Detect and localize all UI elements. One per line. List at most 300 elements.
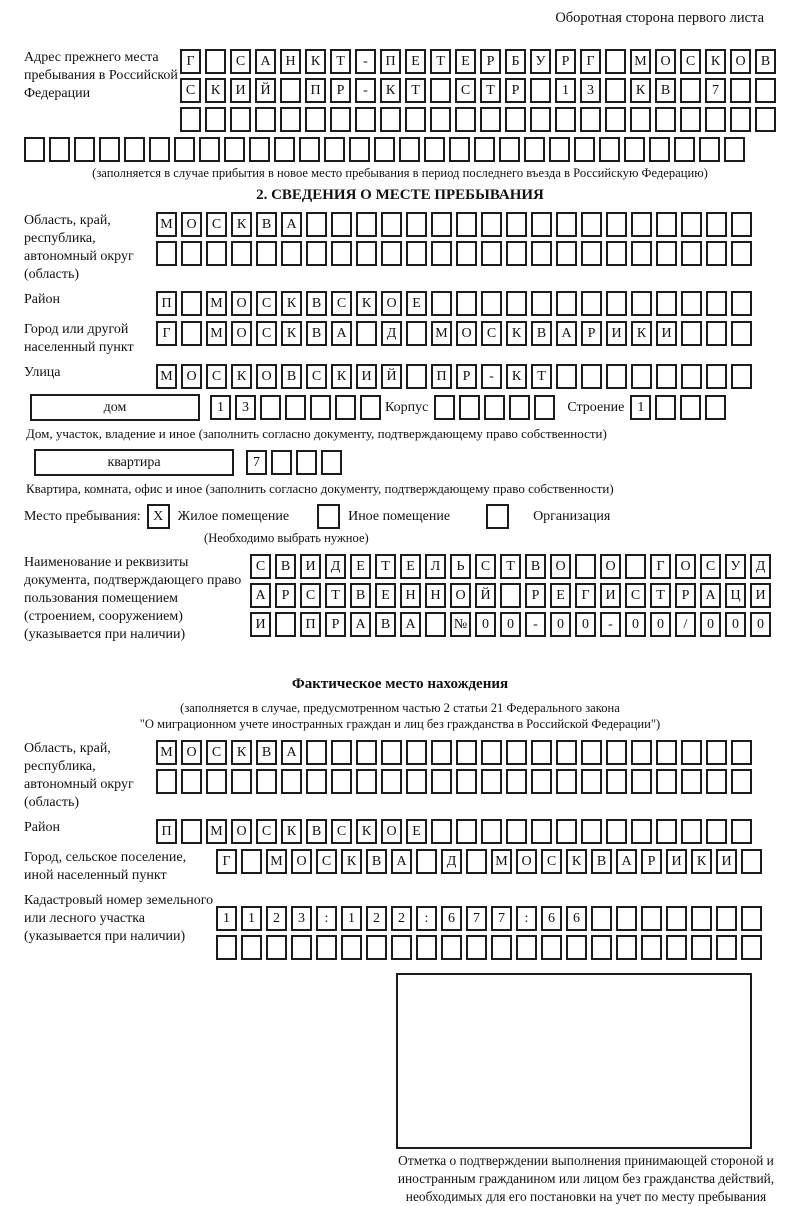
char-cell[interactable] xyxy=(631,291,652,316)
char-cell[interactable]: О xyxy=(381,291,402,316)
char-cell[interactable] xyxy=(281,769,302,794)
char-cell[interactable] xyxy=(706,291,727,316)
char-cell[interactable] xyxy=(506,769,527,794)
char-cell[interactable] xyxy=(581,740,602,765)
char-cell[interactable]: С xyxy=(206,212,227,237)
char-cell[interactable] xyxy=(381,740,402,765)
char-cell[interactable]: Ц xyxy=(725,583,746,608)
char-cell[interactable]: Е xyxy=(405,49,426,74)
char-cell[interactable] xyxy=(731,819,752,844)
char-cell[interactable]: С xyxy=(481,321,502,346)
char-cell[interactable]: 1 xyxy=(341,906,362,931)
char-cell[interactable] xyxy=(406,740,427,765)
char-cell[interactable]: П xyxy=(305,78,326,103)
char-cell[interactable]: М xyxy=(156,364,177,389)
char-cell[interactable] xyxy=(631,212,652,237)
char-cell[interactable] xyxy=(459,395,480,420)
char-cell[interactable] xyxy=(456,819,477,844)
char-cell[interactable] xyxy=(425,612,446,637)
char-cell[interactable]: В xyxy=(281,364,302,389)
char-cell[interactable]: Г xyxy=(156,321,177,346)
char-cell[interactable] xyxy=(666,935,687,960)
char-cell[interactable]: А xyxy=(255,49,276,74)
char-cell[interactable] xyxy=(456,212,477,237)
char-cell[interactable] xyxy=(656,819,677,844)
char-cell[interactable]: - xyxy=(481,364,502,389)
char-cell[interactable]: А xyxy=(391,849,412,874)
char-cell[interactable]: В xyxy=(531,321,552,346)
char-cell[interactable]: В xyxy=(366,849,387,874)
char-cell[interactable] xyxy=(416,935,437,960)
char-cell[interactable] xyxy=(331,241,352,266)
char-cell[interactable]: К xyxy=(305,49,326,74)
char-cell[interactable] xyxy=(616,906,637,931)
char-cell[interactable] xyxy=(731,740,752,765)
char-cell[interactable] xyxy=(581,291,602,316)
char-cell[interactable] xyxy=(691,935,712,960)
char-cell[interactable] xyxy=(691,906,712,931)
char-cell[interactable]: : xyxy=(416,906,437,931)
char-cell[interactable]: / xyxy=(675,612,696,637)
char-cell[interactable] xyxy=(706,819,727,844)
char-cell[interactable] xyxy=(731,291,752,316)
char-cell[interactable] xyxy=(399,137,420,162)
char-cell[interactable] xyxy=(181,769,202,794)
char-cell[interactable] xyxy=(531,819,552,844)
char-cell[interactable] xyxy=(380,107,401,132)
char-cell[interactable]: К xyxy=(566,849,587,874)
char-cell[interactable]: Г xyxy=(216,849,237,874)
char-cell[interactable]: 0 xyxy=(725,612,746,637)
char-cell[interactable]: К xyxy=(231,364,252,389)
char-cell[interactable]: Р xyxy=(330,78,351,103)
char-cell[interactable] xyxy=(741,849,762,874)
char-cell[interactable]: К xyxy=(380,78,401,103)
stay-type-checkbox-residential[interactable]: X xyxy=(147,504,170,529)
char-cell[interactable] xyxy=(506,740,527,765)
char-cell[interactable]: К xyxy=(331,364,352,389)
char-cell[interactable] xyxy=(549,137,570,162)
char-cell[interactable] xyxy=(405,107,426,132)
char-cell[interactable] xyxy=(531,241,552,266)
char-cell[interactable]: У xyxy=(725,554,746,579)
char-cell[interactable] xyxy=(306,740,327,765)
char-cell[interactable]: О xyxy=(655,49,676,74)
char-cell[interactable] xyxy=(656,291,677,316)
char-cell[interactable]: Е xyxy=(550,583,571,608)
char-cell[interactable] xyxy=(181,291,202,316)
char-cell[interactable] xyxy=(366,935,387,960)
char-cell[interactable] xyxy=(274,137,295,162)
char-cell[interactable]: П xyxy=(380,49,401,74)
char-cell[interactable] xyxy=(591,906,612,931)
char-cell[interactable]: 0 xyxy=(575,612,596,637)
char-cell[interactable] xyxy=(474,137,495,162)
char-cell[interactable] xyxy=(500,583,521,608)
char-cell[interactable] xyxy=(681,364,702,389)
char-cell[interactable] xyxy=(481,769,502,794)
char-cell[interactable]: И xyxy=(250,612,271,637)
char-cell[interactable] xyxy=(441,935,462,960)
char-cell[interactable]: С xyxy=(316,849,337,874)
char-cell[interactable] xyxy=(481,740,502,765)
char-cell[interactable]: Р xyxy=(525,583,546,608)
char-cell[interactable]: О xyxy=(381,819,402,844)
char-cell[interactable]: К xyxy=(231,212,252,237)
char-cell[interactable] xyxy=(655,395,676,420)
char-cell[interactable]: Е xyxy=(375,583,396,608)
char-cell[interactable] xyxy=(556,241,577,266)
char-cell[interactable] xyxy=(625,554,646,579)
char-cell[interactable] xyxy=(231,769,252,794)
char-cell[interactable] xyxy=(206,769,227,794)
char-cell[interactable]: К xyxy=(341,849,362,874)
char-cell[interactable] xyxy=(316,935,337,960)
char-cell[interactable] xyxy=(181,819,202,844)
char-cell[interactable] xyxy=(306,769,327,794)
char-cell[interactable]: Р xyxy=(456,364,477,389)
char-cell[interactable] xyxy=(291,935,312,960)
char-cell[interactable]: 3 xyxy=(580,78,601,103)
char-cell[interactable] xyxy=(224,137,245,162)
char-cell[interactable]: С xyxy=(455,78,476,103)
char-cell[interactable] xyxy=(731,364,752,389)
char-cell[interactable]: И xyxy=(656,321,677,346)
char-cell[interactable]: А xyxy=(700,583,721,608)
char-cell[interactable]: А xyxy=(616,849,637,874)
char-cell[interactable]: 7 xyxy=(466,906,487,931)
char-cell[interactable]: О xyxy=(256,364,277,389)
char-cell[interactable]: К xyxy=(205,78,226,103)
char-cell[interactable]: 2 xyxy=(266,906,287,931)
char-cell[interactable]: Е xyxy=(406,291,427,316)
char-cell[interactable] xyxy=(456,769,477,794)
char-cell[interactable] xyxy=(305,107,326,132)
char-cell[interactable]: Р xyxy=(675,583,696,608)
char-cell[interactable] xyxy=(706,212,727,237)
char-cell[interactable] xyxy=(356,241,377,266)
char-cell[interactable] xyxy=(624,137,645,162)
char-cell[interactable] xyxy=(349,137,370,162)
char-cell[interactable] xyxy=(216,935,237,960)
char-cell[interactable]: С xyxy=(256,291,277,316)
char-cell[interactable] xyxy=(606,769,627,794)
char-cell[interactable]: С xyxy=(700,554,721,579)
char-cell[interactable] xyxy=(741,906,762,931)
char-cell[interactable] xyxy=(156,241,177,266)
char-cell[interactable]: В xyxy=(256,212,277,237)
char-cell[interactable] xyxy=(681,212,702,237)
char-cell[interactable] xyxy=(431,769,452,794)
char-cell[interactable] xyxy=(406,241,427,266)
char-cell[interactable] xyxy=(430,78,451,103)
char-cell[interactable] xyxy=(430,107,451,132)
char-cell[interactable]: Е xyxy=(406,819,427,844)
char-cell[interactable]: О xyxy=(181,364,202,389)
char-cell[interactable]: И xyxy=(230,78,251,103)
char-cell[interactable]: С xyxy=(680,49,701,74)
char-cell[interactable]: П xyxy=(431,364,452,389)
char-cell[interactable]: 1 xyxy=(555,78,576,103)
char-cell[interactable] xyxy=(180,107,201,132)
char-cell[interactable]: А xyxy=(556,321,577,346)
char-cell[interactable] xyxy=(606,212,627,237)
char-cell[interactable]: О xyxy=(450,583,471,608)
char-cell[interactable]: Т xyxy=(531,364,552,389)
char-cell[interactable]: Т xyxy=(330,49,351,74)
char-cell[interactable]: - xyxy=(355,78,376,103)
char-cell[interactable] xyxy=(716,906,737,931)
char-cell[interactable] xyxy=(431,241,452,266)
char-cell[interactable] xyxy=(631,241,652,266)
char-cell[interactable]: Е xyxy=(455,49,476,74)
char-cell[interactable]: Р xyxy=(325,612,346,637)
char-cell[interactable] xyxy=(606,241,627,266)
char-cell[interactable]: П xyxy=(300,612,321,637)
char-cell[interactable] xyxy=(531,769,552,794)
char-cell[interactable] xyxy=(285,395,306,420)
char-cell[interactable]: 1 xyxy=(216,906,237,931)
char-cell[interactable]: М xyxy=(156,212,177,237)
char-cell[interactable] xyxy=(241,935,262,960)
char-cell[interactable] xyxy=(324,137,345,162)
char-cell[interactable]: Т xyxy=(500,554,521,579)
char-cell[interactable]: Б xyxy=(505,49,526,74)
char-cell[interactable] xyxy=(616,935,637,960)
char-cell[interactable] xyxy=(755,78,776,103)
char-cell[interactable] xyxy=(491,935,512,960)
char-cell[interactable] xyxy=(431,819,452,844)
char-cell[interactable] xyxy=(531,740,552,765)
char-cell[interactable] xyxy=(699,137,720,162)
char-cell[interactable] xyxy=(99,137,120,162)
char-cell[interactable] xyxy=(330,107,351,132)
char-cell[interactable]: 3 xyxy=(291,906,312,931)
char-cell[interactable] xyxy=(331,740,352,765)
char-cell[interactable] xyxy=(275,612,296,637)
char-cell[interactable] xyxy=(174,137,195,162)
char-cell[interactable] xyxy=(630,107,651,132)
char-cell[interactable] xyxy=(24,137,45,162)
char-cell[interactable]: С xyxy=(331,291,352,316)
char-cell[interactable] xyxy=(456,241,477,266)
char-cell[interactable] xyxy=(260,395,281,420)
char-cell[interactable] xyxy=(449,137,470,162)
char-cell[interactable] xyxy=(456,740,477,765)
char-cell[interactable] xyxy=(241,849,262,874)
char-cell[interactable] xyxy=(481,819,502,844)
char-cell[interactable]: Н xyxy=(400,583,421,608)
char-cell[interactable] xyxy=(606,819,627,844)
char-cell[interactable] xyxy=(591,935,612,960)
char-cell[interactable] xyxy=(406,212,427,237)
char-cell[interactable] xyxy=(581,364,602,389)
char-cell[interactable] xyxy=(706,241,727,266)
char-cell[interactable] xyxy=(280,78,301,103)
char-cell[interactable] xyxy=(49,137,70,162)
char-cell[interactable] xyxy=(556,212,577,237)
char-cell[interactable]: М xyxy=(206,819,227,844)
char-cell[interactable]: С xyxy=(230,49,251,74)
char-cell[interactable]: Г xyxy=(580,49,601,74)
char-cell[interactable]: В xyxy=(306,819,327,844)
char-cell[interactable]: Н xyxy=(280,49,301,74)
char-cell[interactable] xyxy=(381,212,402,237)
char-cell[interactable]: К xyxy=(281,321,302,346)
char-cell[interactable] xyxy=(530,107,551,132)
char-cell[interactable]: В xyxy=(306,291,327,316)
char-cell[interactable] xyxy=(356,740,377,765)
char-cell[interactable] xyxy=(310,395,331,420)
char-cell[interactable]: В xyxy=(306,321,327,346)
char-cell[interactable] xyxy=(331,212,352,237)
char-cell[interactable]: О xyxy=(550,554,571,579)
char-cell[interactable] xyxy=(416,849,437,874)
char-cell[interactable] xyxy=(481,291,502,316)
char-cell[interactable] xyxy=(656,364,677,389)
char-cell[interactable] xyxy=(556,769,577,794)
char-cell[interactable] xyxy=(149,137,170,162)
char-cell[interactable] xyxy=(256,769,277,794)
char-cell[interactable] xyxy=(581,212,602,237)
char-cell[interactable] xyxy=(631,819,652,844)
char-cell[interactable]: С xyxy=(331,819,352,844)
char-cell[interactable] xyxy=(731,212,752,237)
char-cell[interactable] xyxy=(205,49,226,74)
char-cell[interactable] xyxy=(255,107,276,132)
char-cell[interactable]: П xyxy=(156,291,177,316)
char-cell[interactable]: - xyxy=(355,49,376,74)
char-cell[interactable] xyxy=(631,364,652,389)
char-cell[interactable]: М xyxy=(491,849,512,874)
char-cell[interactable] xyxy=(656,241,677,266)
char-cell[interactable] xyxy=(555,107,576,132)
char-cell[interactable] xyxy=(731,321,752,346)
char-cell[interactable] xyxy=(360,395,381,420)
char-cell[interactable]: О xyxy=(231,291,252,316)
char-cell[interactable] xyxy=(381,769,402,794)
char-cell[interactable] xyxy=(680,78,701,103)
char-cell[interactable] xyxy=(156,769,177,794)
char-cell[interactable]: С xyxy=(475,554,496,579)
char-cell[interactable] xyxy=(431,740,452,765)
char-cell[interactable] xyxy=(331,769,352,794)
char-cell[interactable] xyxy=(299,137,320,162)
char-cell[interactable]: К xyxy=(691,849,712,874)
char-cell[interactable] xyxy=(230,107,251,132)
char-cell[interactable] xyxy=(266,935,287,960)
char-cell[interactable] xyxy=(556,291,577,316)
char-cell[interactable] xyxy=(181,321,202,346)
char-cell[interactable]: К xyxy=(356,291,377,316)
char-cell[interactable]: Й xyxy=(255,78,276,103)
char-cell[interactable] xyxy=(681,291,702,316)
char-cell[interactable]: Т xyxy=(405,78,426,103)
char-cell[interactable]: С xyxy=(625,583,646,608)
char-cell[interactable]: П xyxy=(156,819,177,844)
char-cell[interactable] xyxy=(731,241,752,266)
char-cell[interactable] xyxy=(556,740,577,765)
char-cell[interactable]: И xyxy=(356,364,377,389)
char-cell[interactable] xyxy=(181,241,202,266)
char-cell[interactable]: Р xyxy=(581,321,602,346)
house-label-box[interactable]: дом xyxy=(30,394,200,421)
char-cell[interactable] xyxy=(605,107,626,132)
char-cell[interactable]: В xyxy=(655,78,676,103)
char-cell[interactable] xyxy=(581,819,602,844)
char-cell[interactable]: В xyxy=(591,849,612,874)
char-cell[interactable] xyxy=(730,107,751,132)
char-cell[interactable] xyxy=(705,395,726,420)
char-cell[interactable]: С xyxy=(541,849,562,874)
char-cell[interactable]: М xyxy=(266,849,287,874)
char-cell[interactable] xyxy=(531,291,552,316)
char-cell[interactable] xyxy=(706,321,727,346)
char-cell[interactable] xyxy=(341,935,362,960)
char-cell[interactable]: Р xyxy=(480,49,501,74)
char-cell[interactable]: У xyxy=(530,49,551,74)
char-cell[interactable]: В xyxy=(275,554,296,579)
char-cell[interactable]: С xyxy=(180,78,201,103)
char-cell[interactable]: М xyxy=(431,321,452,346)
char-cell[interactable]: А xyxy=(400,612,421,637)
char-cell[interactable]: Й xyxy=(475,583,496,608)
char-cell[interactable] xyxy=(296,450,317,475)
char-cell[interactable]: 6 xyxy=(441,906,462,931)
stay-type-checkbox-other[interactable] xyxy=(317,504,340,529)
char-cell[interactable] xyxy=(505,107,526,132)
char-cell[interactable] xyxy=(506,819,527,844)
char-cell[interactable] xyxy=(484,395,505,420)
char-cell[interactable] xyxy=(205,107,226,132)
char-cell[interactable] xyxy=(356,212,377,237)
char-cell[interactable]: А xyxy=(250,583,271,608)
char-cell[interactable]: 7 xyxy=(246,450,267,475)
char-cell[interactable] xyxy=(574,137,595,162)
char-cell[interactable]: 0 xyxy=(500,612,521,637)
char-cell[interactable] xyxy=(74,137,95,162)
char-cell[interactable] xyxy=(681,321,702,346)
char-cell[interactable]: 2 xyxy=(391,906,412,931)
char-cell[interactable] xyxy=(524,137,545,162)
char-cell[interactable] xyxy=(730,78,751,103)
char-cell[interactable]: К xyxy=(506,364,527,389)
char-cell[interactable]: Т xyxy=(430,49,451,74)
char-cell[interactable]: Д xyxy=(325,554,346,579)
char-cell[interactable] xyxy=(506,241,527,266)
char-cell[interactable] xyxy=(256,241,277,266)
char-cell[interactable] xyxy=(381,241,402,266)
char-cell[interactable]: Т xyxy=(375,554,396,579)
char-cell[interactable] xyxy=(674,137,695,162)
char-cell[interactable] xyxy=(124,137,145,162)
char-cell[interactable] xyxy=(631,769,652,794)
char-cell[interactable] xyxy=(321,450,342,475)
char-cell[interactable] xyxy=(724,137,745,162)
char-cell[interactable] xyxy=(556,819,577,844)
char-cell[interactable]: Ь xyxy=(450,554,471,579)
char-cell[interactable]: Г xyxy=(650,554,671,579)
char-cell[interactable] xyxy=(306,241,327,266)
char-cell[interactable] xyxy=(231,241,252,266)
char-cell[interactable] xyxy=(681,769,702,794)
char-cell[interactable]: 6 xyxy=(541,906,562,931)
char-cell[interactable]: Т xyxy=(480,78,501,103)
char-cell[interactable] xyxy=(456,291,477,316)
char-cell[interactable]: К xyxy=(356,819,377,844)
char-cell[interactable] xyxy=(206,241,227,266)
char-cell[interactable] xyxy=(641,935,662,960)
